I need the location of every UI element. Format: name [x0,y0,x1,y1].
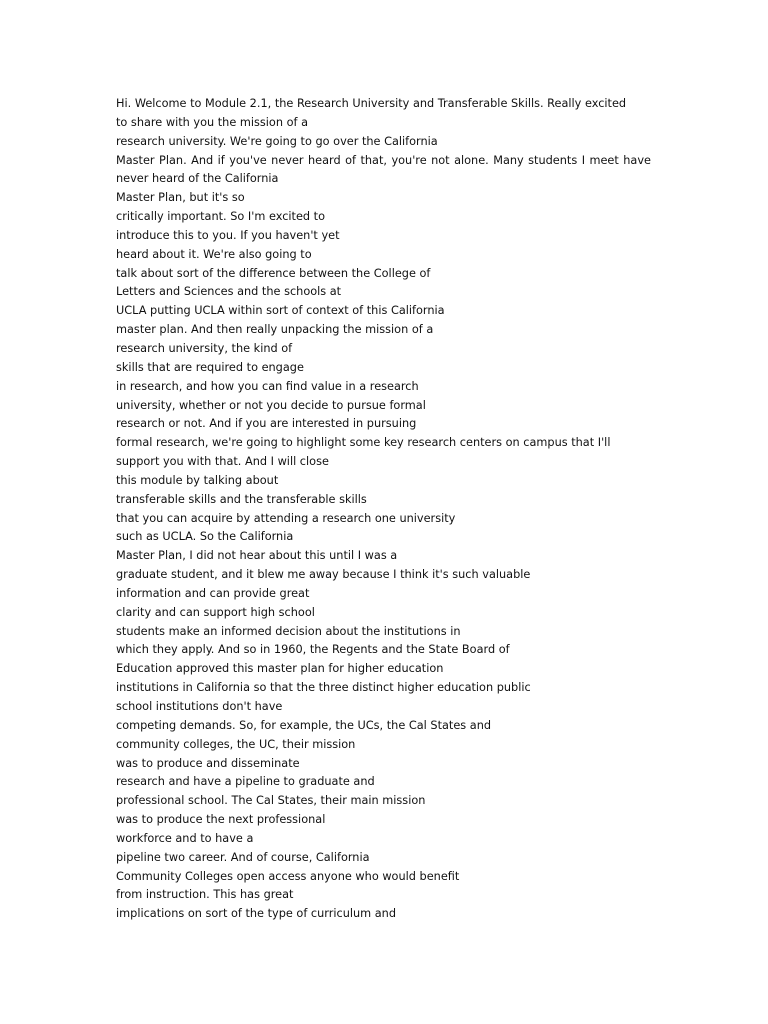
transcript-text [116,95,651,924]
transcript-line: UCLA putting UCLA within sort of context of this California [116,304,445,318]
transcript-line: transferable skills and the transferable skills [116,492,367,506]
transcript-line: research or not. And if you are interested in pursuing [116,417,417,431]
transcript-line: that you can acquire by attending a research one university [116,511,456,525]
transcript-line: research and have a pipeline to graduate and [116,775,375,789]
transcript-line: to share with you the mission of a [116,115,308,129]
transcript-line: pipeline two career. And of course, California [116,850,370,864]
transcript-line: students make an informed decision about the institutions in [116,624,461,638]
transcript-line: formal research, we're going to highlight some key research centers on campus that I'll [116,436,611,450]
transcript-line: information and can provide great [116,586,310,600]
transcript-line: competing demands. So, for example, the UCs, the Cal States and [116,718,492,732]
transcript-line: skills that are required to engage [116,360,304,374]
transcript-line: master plan. And then really unpacking the mission of a [116,323,434,337]
transcript-line: clarity and can support high school [116,605,315,619]
transcript-line: in research, and how you can find value in a research [116,379,419,393]
transcript-line: Master Plan. And if you've never heard of that, you're not alone. Many students I meet have [116,153,651,167]
transcript-line: institutions in California so that the three distinct higher education public [116,681,531,695]
transcript-line: heard about it. We're also going to [116,247,312,261]
transcript-line: never heard of the California [116,172,279,186]
transcript-line: Master Plan, but it's so [116,191,245,205]
transcript-line: talk about sort of the difference between the College of [116,266,431,280]
transcript-line: workforce and to have a [116,831,254,845]
transcript-line: implications on sort of the type of curriculum and [116,907,397,921]
transcript-line: research university. We're going to go over the California [116,134,438,148]
transcript-line: was to produce and disseminate [116,756,300,770]
transcript-line: community colleges, the UC, their mission [116,737,356,751]
transcript-line: professional school. The Cal States, their main mission [116,794,426,808]
transcript-line: introduce this to you. If you haven't yet [116,228,340,242]
transcript-line: critically important. So I'm excited to [116,210,326,224]
transcript-line: which they apply. And so in 1960, the Regents and the State Board of [116,643,510,657]
transcript-line: graduate student, and it blew me away because I think it's such valuable [116,568,531,582]
transcript-line: Letters and Sciences and the schools at [116,285,342,299]
transcript-line: such as UCLA. So the California [116,530,294,544]
transcript-line: Community Colleges open access anyone who would benefit [116,869,460,883]
transcript-line: Master Plan, I did not hear about this until I was a [116,549,398,563]
transcript-line: university, whether or not you decide to pursue formal [116,398,426,412]
transcript-line: school institutions don't have [116,700,283,713]
transcript-line: Education approved this master plan for higher education [116,662,444,676]
transcript-line: this module by talking about [116,473,279,487]
transcript-line: was to produce the next professional [116,813,326,827]
transcript-line: Hi. Welcome to Module 2.1, the Research University and Transferable Skills. Really excited [116,97,627,110]
transcript-line: research university, the kind of [116,341,293,355]
transcript-line: support you with that. And I will close [116,455,329,469]
transcript-line: from instruction. This has great [116,888,294,902]
